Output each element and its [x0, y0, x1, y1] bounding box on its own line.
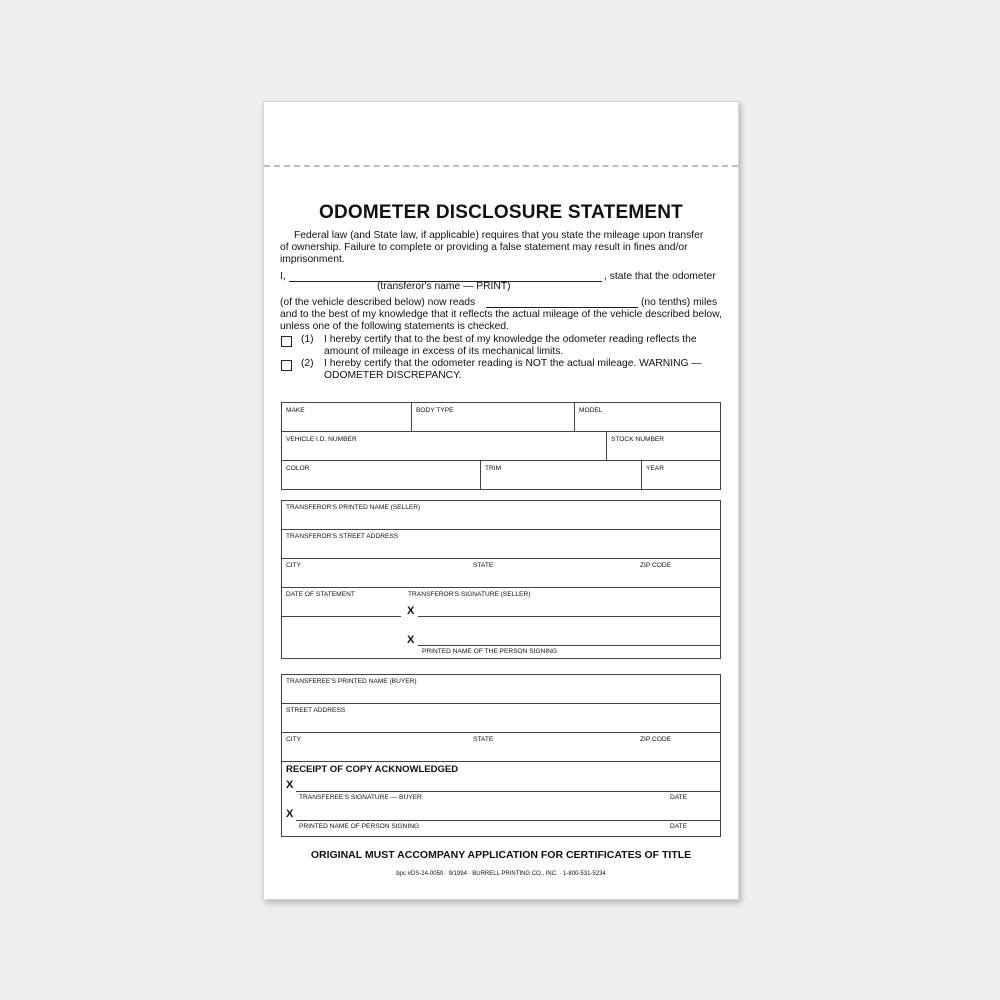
option-2-checkbox[interactable]	[281, 360, 292, 371]
transferor-signature-row	[282, 588, 720, 658]
statement-line-3: unless one of the following statements is checked.	[280, 321, 509, 332]
transferor-street-row[interactable]	[282, 530, 720, 559]
color-label: COLOR	[286, 465, 310, 472]
transferor-zip-label: ZIP CODE	[640, 562, 672, 569]
transferee-printed-date-label: DATE	[670, 823, 688, 830]
transferor-box	[281, 500, 721, 659]
vehicle-row-2	[282, 432, 720, 461]
form-title: ODOMETER DISCLOSURE STATEMENT	[319, 202, 683, 223]
body-type-label: BODY TYPE	[416, 407, 454, 414]
vehicle-row-3	[282, 461, 720, 489]
transferor-printed-name-label: PRINTED NAME OF THE PERSON SIGNING	[422, 648, 558, 655]
transferor-signature-line[interactable]	[418, 616, 720, 617]
transferee-signature-date-label: DATE	[670, 794, 688, 801]
vin-label: VEHICLE I.D. NUMBER	[286, 436, 357, 443]
option-1-line-1: I hereby certify that to the best of my knowledge the odometer reading reflects the	[324, 334, 697, 345]
mileage-line[interactable]	[486, 307, 638, 308]
transferee-signature-line[interactable]	[296, 791, 720, 792]
transferee-printed-name-line[interactable]	[296, 820, 720, 821]
trim-label: TRIM	[485, 465, 502, 472]
intro-line-1: Federal law (and State law, if applicable) requires that you state the mileage upon transfer	[294, 230, 704, 241]
option-2-number: (2)	[301, 358, 314, 369]
transferee-printed-name-label: PRINTED NAME OF PERSON SIGNING	[299, 823, 420, 830]
transferee-name-row[interactable]	[282, 675, 720, 704]
intro-line-2: of ownership. Failure to complete or providing a false statement may result in fines and/or	[280, 242, 688, 253]
transferee-box	[281, 674, 721, 837]
footer-notice: ORIGINAL MUST ACCOMPANY APPLICATION FOR CERTIFICATES OF TITLE	[310, 849, 692, 861]
statement-line-2: and to the best of my knowledge that it reflects the actual mileage of the vehicle described below,	[280, 309, 722, 320]
transferee-signature-label: TRANSFEREE'S SIGNATURE — BUYER	[299, 794, 422, 801]
stock-number-label: STOCK NUMBER	[611, 436, 665, 443]
receipt-heading: RECEIPT OF COPY ACKNOWLEDGED	[286, 764, 459, 775]
transferor-city-label: CITY	[286, 562, 302, 569]
date-of-statement-line[interactable]	[282, 616, 401, 617]
transferee-name-label: TRANSFEREE'S PRINTED NAME (BUYER)	[286, 678, 417, 685]
model-label: MODEL	[579, 407, 603, 414]
intro-line-3: imprisonment.	[280, 254, 345, 265]
statement-reads-prefix: (of the vehicle described below) now reads	[280, 297, 476, 308]
vehicle-box	[281, 402, 721, 490]
year-label: YEAR	[646, 465, 664, 472]
option-2-line-1: I hereby certify that the odometer reading is NOT the actual mileage. WARNING —	[324, 358, 702, 369]
transferee-state-label: STATE	[473, 736, 494, 743]
transferor-street-label: TRANSFEROR'S STREET ADDRESS	[286, 533, 399, 540]
make-label: MAKE	[286, 407, 305, 414]
option-1-checkbox[interactable]	[281, 336, 292, 347]
transferor-printed-name-x: X	[407, 634, 415, 646]
option-1-number: (1)	[301, 334, 314, 345]
option-2-line-2: ODOMETER DISCREPANCY.	[324, 370, 462, 381]
transferor-name-caption: (transferor's name — PRINT)	[377, 281, 511, 292]
perforation-line	[264, 165, 738, 167]
transferor-signature-x: X	[407, 605, 415, 617]
transferor-state-label: STATE	[473, 562, 494, 569]
transferee-city-label: CITY	[286, 736, 302, 743]
transferor-name-row[interactable]	[282, 501, 720, 530]
vehicle-row-1	[282, 403, 720, 432]
transferee-printed-name-x: X	[286, 808, 294, 820]
transferee-signature-x: X	[286, 779, 294, 791]
option-1-line-2: amount of mileage in excess of its mechanical limits.	[324, 346, 564, 357]
statement-state-suffix: , state that the odometer	[604, 271, 716, 282]
statement-i-prefix: I,	[280, 271, 286, 282]
transferee-street-row[interactable]	[282, 704, 720, 733]
printer-imprint: bpc #DS-24-0050 · 9/1994 · BURRELL PRINTING CO., INC. · 1-800-531-5234	[396, 871, 606, 877]
transferee-city-row[interactable]	[282, 733, 720, 762]
transferor-city-row[interactable]	[282, 559, 720, 588]
transferee-street-label: STREET ADDRESS	[286, 707, 346, 714]
statement-reads-suffix: (no tenths) miles	[641, 297, 718, 308]
transferor-printed-name-line[interactable]	[418, 645, 720, 646]
transferee-zip-label: ZIP CODE	[640, 736, 672, 743]
transferor-signature-label: TRANSFEROR'S SIGNATURE (SELLER)	[408, 591, 531, 598]
receipt-row	[282, 762, 720, 836]
date-of-statement-label: DATE OF STATEMENT	[286, 591, 355, 598]
transferor-name-label: TRANSFEROR'S PRINTED NAME (SELLER)	[286, 504, 421, 511]
form-sheet	[263, 101, 739, 900]
